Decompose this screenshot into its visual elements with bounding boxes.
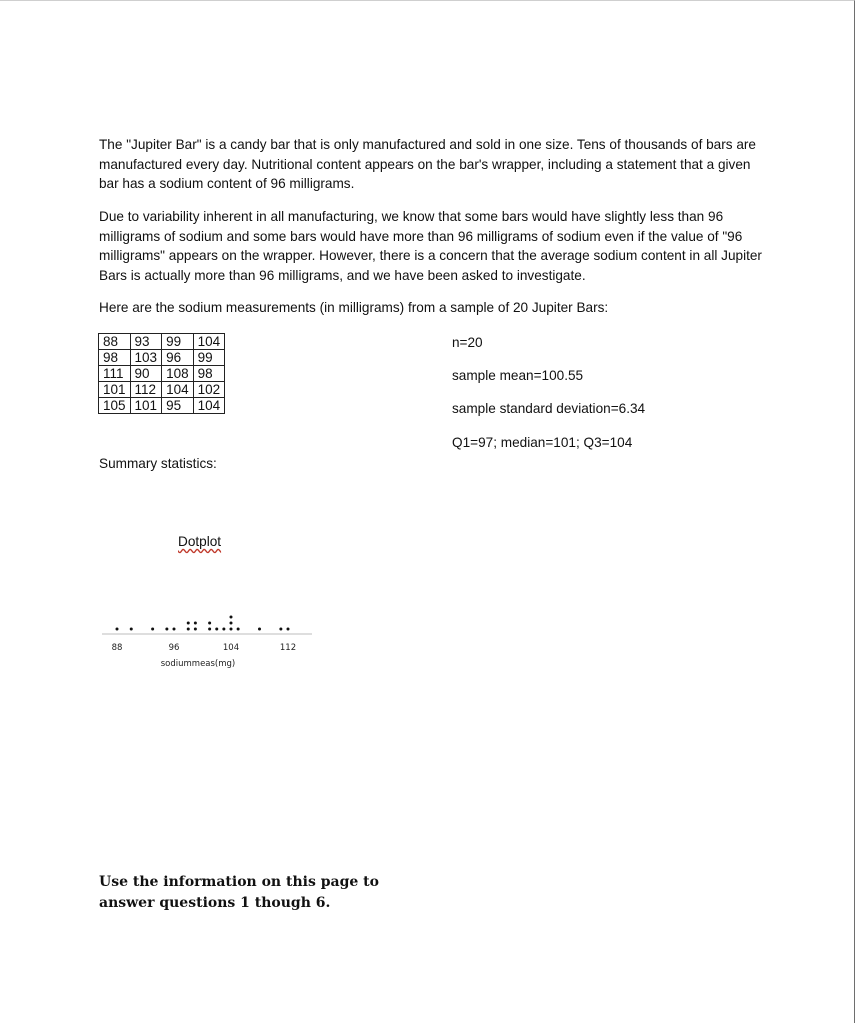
table-cell: 96 (162, 350, 194, 366)
dotplot-point (194, 628, 197, 631)
intro-paragraph: The "Jupiter Bar" is a candy bar that is only manufactured and sold in one size. Tens of thousands of bars are manufactured every day. Nutritional content appears on the bar's wrapper, including a statement that a given bar has a sodium content of 96 milligrams. (99, 137, 756, 192)
dotplot-point (222, 628, 225, 631)
dotplot-title: Dotplot (178, 534, 222, 549)
table-cell: 88 (99, 334, 131, 350)
dots-layer (116, 616, 290, 631)
table-cell: 104 (193, 334, 225, 350)
dotplot-point (208, 628, 211, 631)
dotplot-tick-label: 104 (222, 643, 240, 653)
stat-quartiles: Q1=97; median=101; Q3=104 (452, 435, 633, 450)
dotplot-point (237, 628, 240, 631)
table-row (99, 334, 225, 350)
dotplot-point (230, 628, 233, 631)
table-cell: 105 (99, 398, 131, 414)
table-cell: 101 (130, 398, 162, 414)
table-cell: 111 (99, 366, 131, 382)
table-cell: 103 (130, 350, 162, 366)
dotplot-point (116, 628, 119, 631)
summary-statistics-label: Summary statistics: (99, 456, 217, 471)
table-cell: 95 (162, 398, 194, 414)
table-cell: 101 (99, 382, 131, 398)
dotplot-point (279, 628, 282, 631)
dotplot-point (187, 622, 190, 625)
dotplot-tick-label: 88 (111, 643, 123, 653)
table-cell: 99 (193, 350, 225, 366)
dotplot-point (151, 628, 154, 631)
table-cell: 90 (130, 366, 162, 382)
dotplot-chart (98, 595, 318, 675)
ticks-layer (112, 643, 297, 653)
closing-instruction: Use the information on this page to answer questions 1 though 6. (99, 874, 379, 911)
dotplot-point (130, 628, 133, 631)
table-cell: 93 (130, 334, 162, 350)
variability-paragraph: Due to variability inherent in all manufacturing, we know that some bars would have slightly less than 96 milligrams of sodium and some bars would have more than 96 milligrams of sodium even if the value of "96 milligrams" appears on the wrapper. However, there is a concern that the average sodium content in all Jupiter Bars is actually more than 96 milligrams, and we have been asked to investigate. (99, 209, 762, 283)
table-cell: 108 (162, 366, 194, 382)
dotplot-point (208, 622, 211, 625)
table-cell: 104 (193, 398, 225, 414)
dotplot-point (173, 628, 176, 631)
table-cell: 112 (130, 382, 162, 398)
dotplot-point (215, 628, 218, 631)
dotplot-tick-label: 96 (168, 643, 180, 653)
stat-n: n=20 (452, 335, 483, 350)
table-cell: 104 (162, 382, 194, 398)
table-cell: 98 (193, 366, 225, 382)
sample-intro-paragraph: Here are the sodium measurements (in milligrams) from a sample of 20 Jupiter Bars: (99, 300, 609, 315)
dotplot-point (230, 622, 233, 625)
table-cell: 98 (99, 350, 131, 366)
dotplot-point (287, 628, 290, 631)
dotplot-point (194, 622, 197, 625)
measurements-table (98, 333, 225, 414)
table-row (99, 366, 225, 382)
table-row (99, 350, 225, 366)
dotplot-xlabel: sodiummeas(mg) (160, 659, 236, 669)
dotplot-point (230, 616, 233, 619)
table-row (99, 398, 225, 414)
dotplot-point (187, 628, 190, 631)
table-cell: 99 (162, 334, 194, 350)
dotplot-tick-label: 112 (279, 643, 297, 653)
dotplot-point (165, 628, 168, 631)
table-row (99, 382, 225, 398)
dotplot-point (258, 628, 261, 631)
table-cell: 102 (193, 382, 225, 398)
stat-mean: sample mean=100.55 (452, 368, 584, 383)
stat-sd: sample standard deviation=6.34 (452, 401, 646, 416)
